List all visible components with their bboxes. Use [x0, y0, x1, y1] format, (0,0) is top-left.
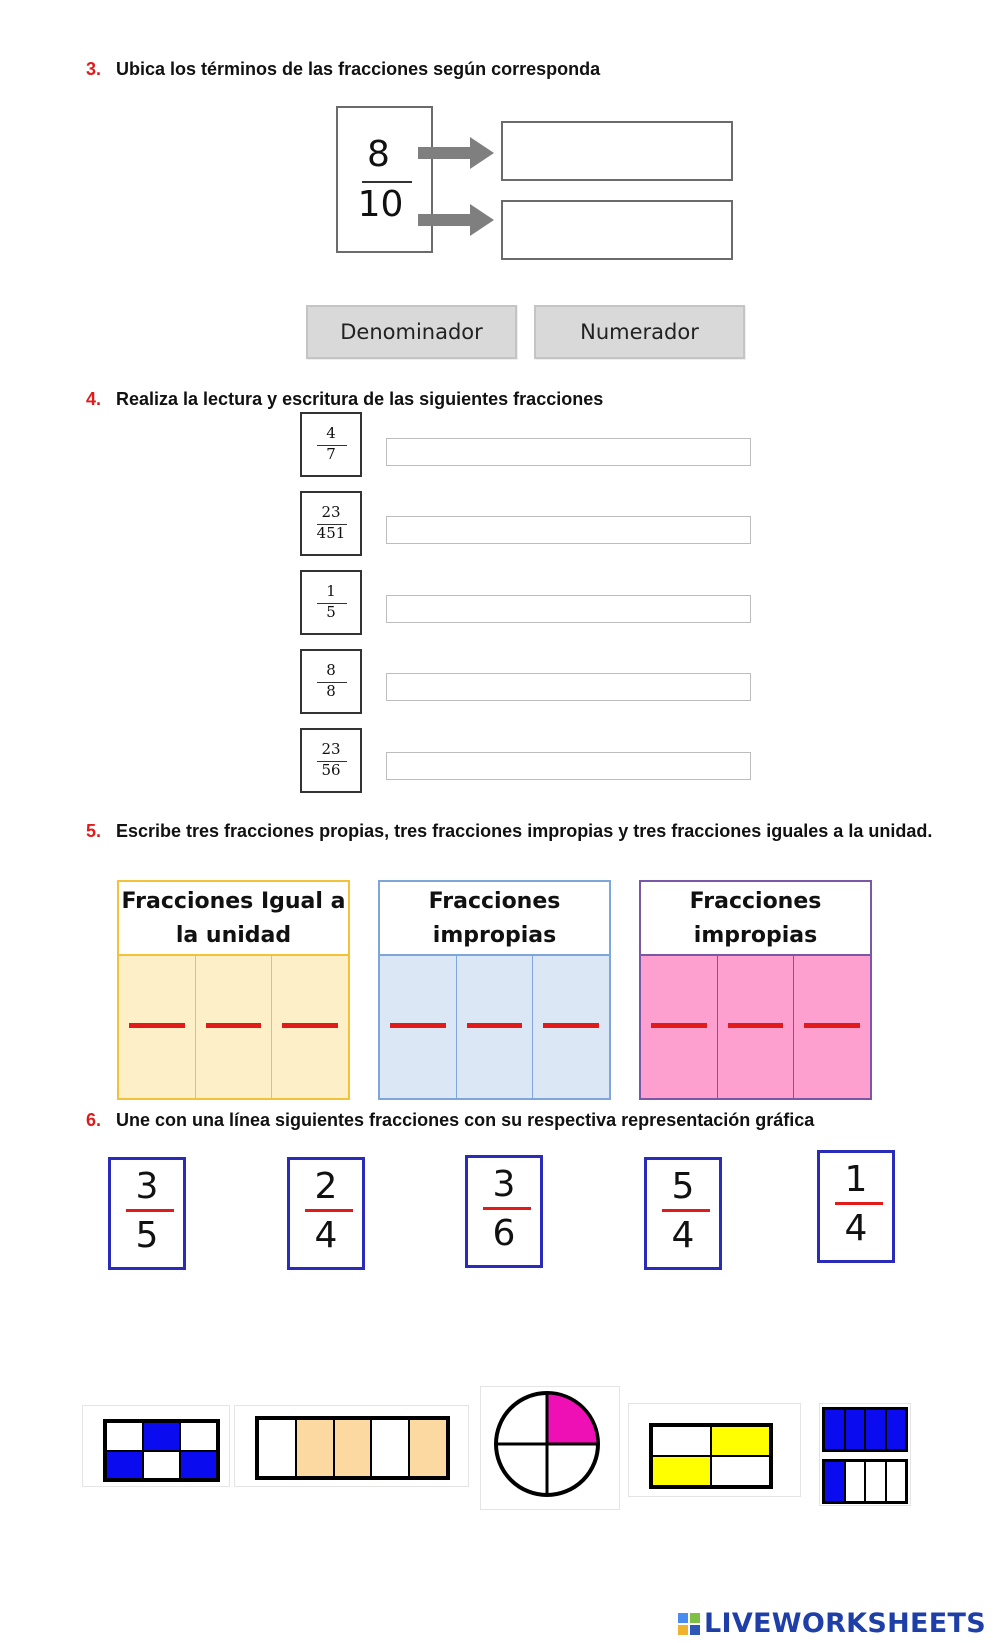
fraction-5-4[interactable]	[644, 1157, 722, 1270]
fraction-3-5[interactable]	[108, 1157, 186, 1270]
question-number: 3.	[86, 59, 102, 79]
question-5	[86, 819, 936, 843]
reading-input-3[interactable]	[386, 595, 751, 623]
chip-denominador[interactable]: Denominador	[306, 305, 517, 359]
arrow-right-icon	[418, 204, 496, 236]
logo-icon	[678, 1613, 700, 1635]
fraction-blank[interactable]	[804, 1023, 860, 1028]
numerator: 8	[367, 134, 390, 175]
rect-grid	[649, 1423, 773, 1489]
table-cell	[457, 956, 534, 1098]
numerator-drop-box[interactable]	[501, 121, 733, 181]
denominator: 4	[671, 1215, 695, 1256]
reading-input-1[interactable]	[386, 438, 751, 466]
table-cell	[196, 956, 273, 1098]
fraction-bar	[305, 1209, 353, 1212]
denominator: 10	[357, 184, 404, 225]
question-6	[86, 1108, 814, 1132]
graphic-bar-fifths[interactable]	[234, 1405, 469, 1487]
fraction-card	[300, 570, 362, 635]
question-number: 6.	[86, 1110, 102, 1130]
fraction-blank[interactable]	[728, 1023, 784, 1028]
question-text: Ubica los términos de las fracciones según corresponda	[116, 59, 601, 79]
graphic-rect-quarters[interactable]	[628, 1403, 801, 1497]
table-cell	[718, 956, 795, 1098]
denominator: 4	[314, 1215, 338, 1256]
table-cell	[119, 956, 196, 1098]
bars-bottom-grid	[822, 1459, 908, 1504]
denominator: 8	[326, 682, 336, 700]
fraction-bar	[483, 1207, 531, 1210]
table-cell	[794, 956, 870, 1098]
numerator: 5	[671, 1166, 695, 1207]
reading-input-5[interactable]	[386, 752, 751, 780]
fraction-blank[interactable]	[467, 1023, 523, 1028]
graphic-bars-eighths[interactable]	[819, 1403, 911, 1506]
numerator: 1	[326, 582, 336, 600]
numerator: 2	[314, 1166, 338, 1207]
fraction-blank[interactable]	[651, 1023, 707, 1028]
denominator-drop-box[interactable]	[501, 200, 733, 260]
table-cell	[380, 956, 457, 1098]
reading-input-4[interactable]	[386, 673, 751, 701]
table-fracciones-unidad	[117, 880, 350, 1100]
numerator: 3	[492, 1164, 516, 1205]
fraction-blank[interactable]	[206, 1023, 262, 1028]
graphic-checker[interactable]	[82, 1405, 230, 1487]
fraction-bar	[362, 181, 412, 183]
question-text: Une con una línea siguientes fracciones con su respectiva representación gráfica	[116, 1110, 815, 1130]
table-cell	[533, 956, 609, 1098]
bars-top-grid	[822, 1407, 908, 1452]
table-fracciones-impropias-1	[378, 880, 611, 1100]
fraction-card	[300, 728, 362, 793]
graphic-circle-quarters[interactable]	[480, 1386, 620, 1510]
fraction-card	[300, 491, 362, 556]
table-cell	[272, 956, 348, 1098]
question-text: Realiza la lectura y escritura de las siguientes fracciones	[116, 389, 604, 409]
reading-input-2[interactable]	[386, 516, 751, 544]
fraction-bar	[662, 1209, 710, 1212]
denominator: 5	[135, 1215, 159, 1256]
brand-text: LIVEWORKSHEETS	[703, 1608, 986, 1639]
fraction-blank[interactable]	[543, 1023, 599, 1028]
fraction-bar	[835, 1202, 883, 1205]
fraction-3-6[interactable]	[465, 1155, 543, 1268]
denominator: 451	[316, 524, 346, 542]
question-number: 5.	[86, 821, 102, 841]
table-title: Fracciones Igual a la unidad	[119, 882, 348, 956]
fraction-2-4[interactable]	[287, 1157, 365, 1270]
fraction-card	[300, 412, 362, 477]
question-3	[86, 57, 600, 81]
denominator: 6	[492, 1213, 516, 1254]
numerator: 8	[326, 661, 336, 679]
question-number: 4.	[86, 389, 102, 409]
fraction-blank[interactable]	[282, 1023, 338, 1028]
arrow-right-icon	[418, 137, 496, 169]
denominator: 56	[321, 761, 341, 779]
table-cell	[641, 956, 718, 1098]
fraction-blank[interactable]	[390, 1023, 446, 1028]
numerator: 23	[321, 740, 341, 758]
denominator: 5	[326, 603, 336, 621]
denominator: 7	[326, 445, 336, 463]
chip-numerador[interactable]: Numerador	[534, 305, 745, 359]
denominator: 4	[844, 1208, 868, 1249]
fraction-card	[300, 649, 362, 714]
fraction-1-4[interactable]	[817, 1150, 895, 1263]
checker-grid	[103, 1419, 220, 1482]
question-text: Escribe tres fracciones propias, tres fracciones impropias y tres fracciones iguales a la unidad.	[116, 821, 933, 841]
numerator: 1	[844, 1159, 868, 1200]
table-title: Fracciones impropias	[641, 882, 870, 956]
question-4	[86, 387, 603, 411]
liveworksheets-logo	[678, 1608, 986, 1639]
table-title: Fracciones impropias	[380, 882, 609, 956]
circle-graphic	[481, 1387, 621, 1511]
numerator: 4	[326, 424, 336, 442]
fraction-bar	[126, 1209, 174, 1212]
fraction-blank[interactable]	[129, 1023, 185, 1028]
numerator: 3	[135, 1166, 159, 1207]
bar-grid	[255, 1416, 450, 1480]
table-fracciones-impropias-2	[639, 880, 872, 1100]
numerator: 23	[321, 503, 341, 521]
